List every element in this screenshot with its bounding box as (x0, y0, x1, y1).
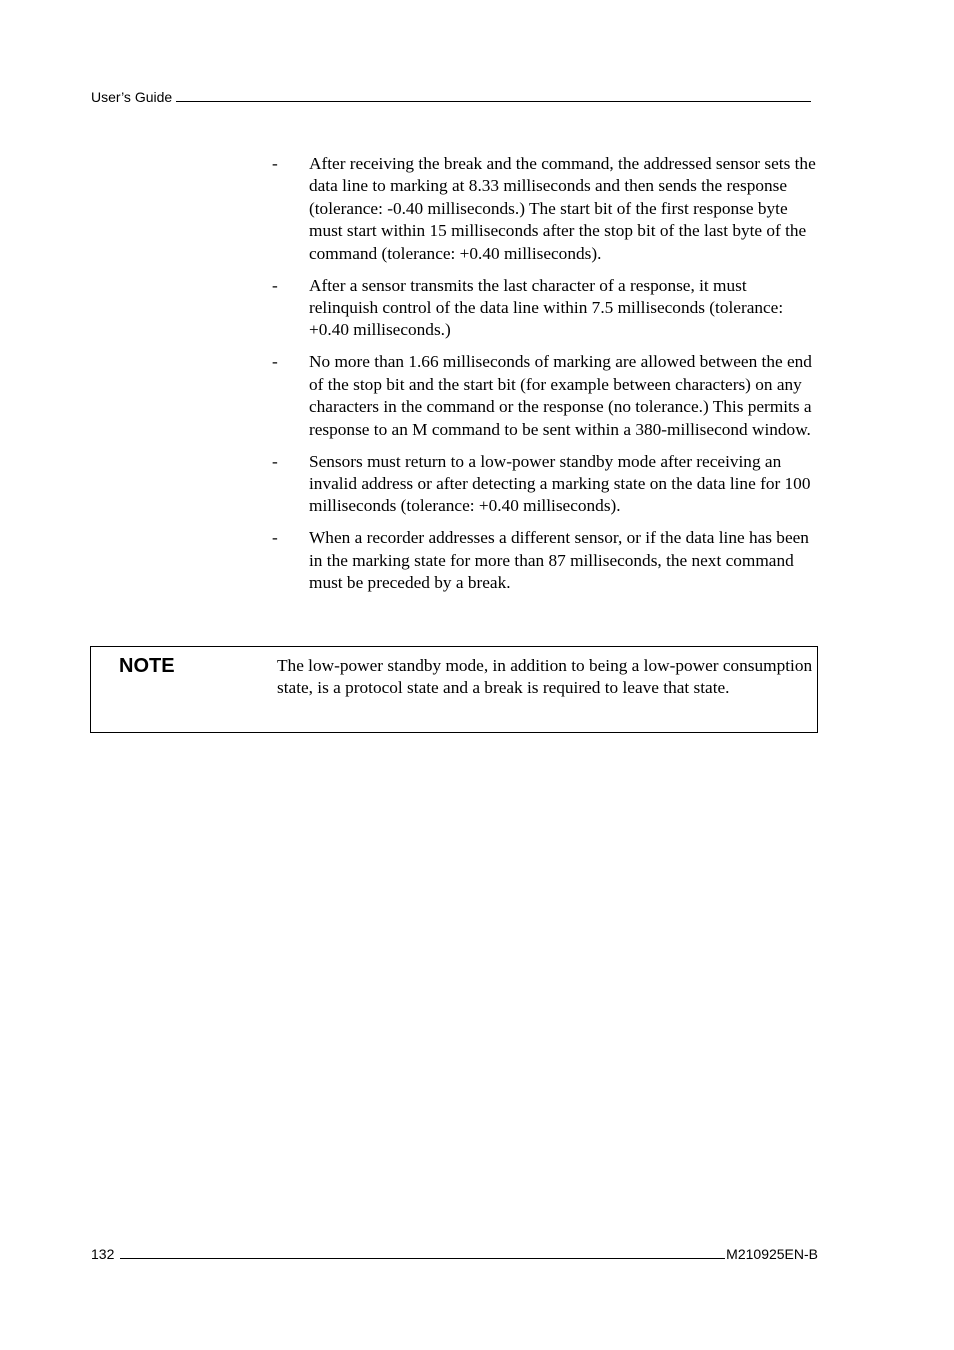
bullet-text: After a sensor transmits the last character of a response, it must relinquish control of the data line within 7.5 milliseconds (tolerance: +0.40 milliseconds.) (309, 275, 784, 340)
bullet-dash: - (272, 352, 278, 372)
bullet-dash: - (272, 275, 278, 295)
bullet-dash: - (272, 154, 278, 173)
list-item (272, 275, 818, 342)
bullet-list (272, 153, 818, 604)
document-code: M210925EN-B (726, 1246, 818, 1262)
page-number: 132 (91, 1246, 115, 1262)
page-footer (91, 1243, 818, 1263)
list-item (272, 153, 818, 265)
bullet-text: No more than 1.66 milliseconds of marking are allowed between the end of the stop bit and the start bit (for example between characters) on any characters in the command or the response (no tolerance.) This permits a response to an M command to be sent within a 380-millisecond window. (309, 352, 812, 439)
note-label: NOTE (119, 655, 175, 677)
page-header (91, 86, 811, 106)
header-title: User’s Guide (91, 89, 173, 105)
bullet-dash: - (272, 451, 278, 471)
list-item (272, 351, 818, 441)
list-item (272, 527, 818, 594)
note-text: The low-power standby mode, in addition to being a low-power consumption state, is a protocol state and a break is required to leave that state. (277, 656, 813, 698)
list-item (272, 451, 818, 518)
bullet-text: When a recorder addresses a different sensor, or if the data line has been in the marking state for more than 87 milliseconds, the next command must be preceded by a break. (309, 528, 809, 593)
bullet-text: After receiving the break and the command, the addressed sensor sets the data line to marking at 8.33 milliseconds and then sends the response (tolerance: -0.40 milliseconds.) The start bit of the first response byte must start within 15 milliseconds after the stop bit of the last byte of the command (tolerance: +0.40 milliseconds). (309, 154, 816, 263)
header-rule (176, 101, 811, 102)
bullet-dash: - (272, 528, 278, 548)
footer-rule (120, 1258, 725, 1259)
bullet-text: Sensors must return to a low-power standby mode after receiving an invalid address or after detecting a marking state on the data line for 100 milliseconds (tolerance: +0.40 milliseconds). (309, 451, 811, 516)
note-box (90, 646, 818, 733)
